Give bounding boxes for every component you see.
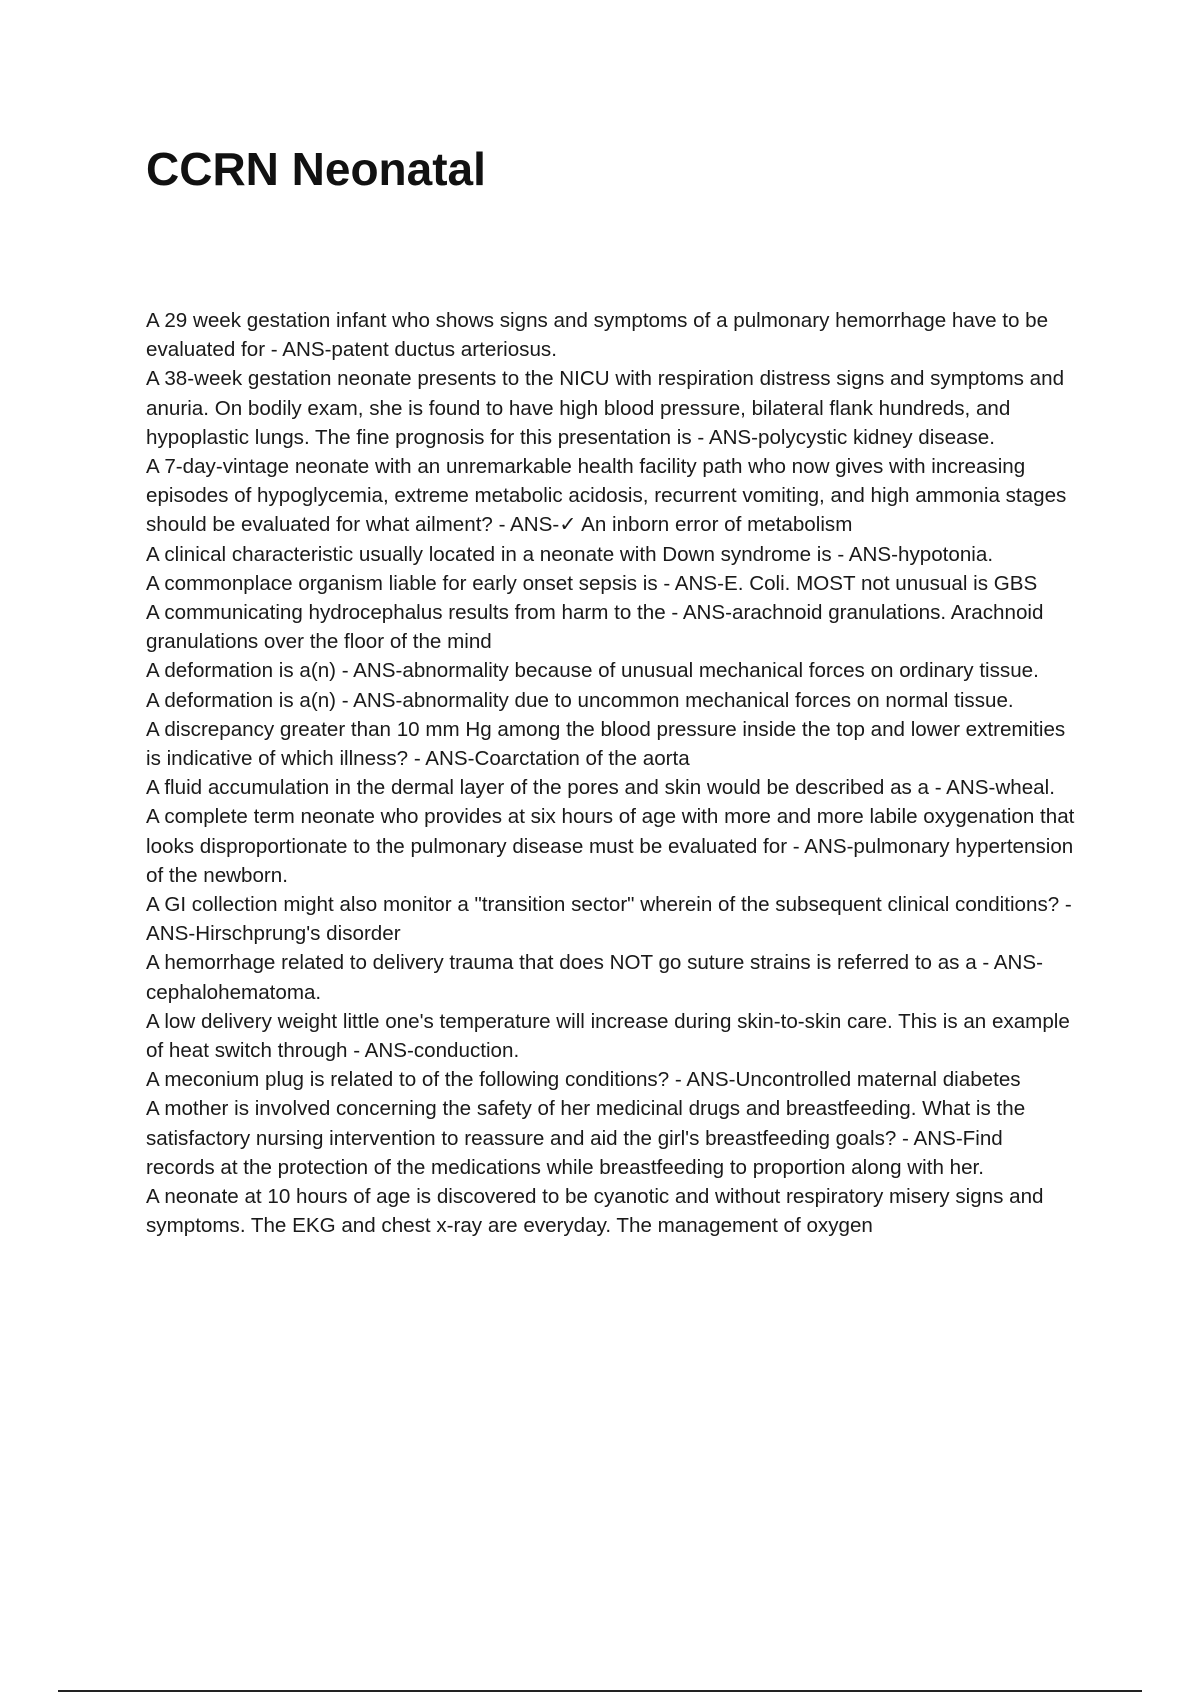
qa-entry: A clinical characteristic usually located in a neonate with Down syndrome is - ANS-hypotonia.	[146, 542, 994, 566]
qa-entry: A GI collection might also monitor a "transition sector" wherein of the subsequent clinical conditions? - ANS-Hirschprung's disorder	[146, 893, 1072, 946]
qa-entry: A deformation is a(n) - ANS-abnormality due to uncommon mechanical forces on normal tissue.	[146, 688, 1014, 712]
qa-entry: A low delivery weight little one's temperature will increase during skin-to-skin care. This is an example of heat switch through - ANS-conduction.	[146, 1009, 1070, 1063]
qa-entry: A hemorrhage related to delivery trauma that does NOT go suture strains is referred to as a - ANS-cephalohematoma.	[146, 951, 1044, 1004]
qa-entry: A 38-week gestation neonate presents to the NICU with respiration distress signs and symptoms and anuria. On bodily exam, she is found to have high blood pressure, bilateral flank hundreds, and hypoplastic lungs. The fine prognosis for this presentation is - ANS-polycystic kidney disease.	[146, 367, 1065, 449]
qa-list	[146, 306, 1076, 1241]
qa-entry: A communicating hydrocephalus results from harm to the - ANS-arachnoid granulations. Arachnoid granulations over the floor of the mind	[146, 601, 1044, 654]
qa-entry: A neonate at 10 hours of age is discovered to be cyanotic and without respiratory misery signs and symptoms. The EKG and chest x-ray are everyday. The management of oxygen	[146, 1185, 1044, 1238]
qa-entry: A commonplace organism liable for early onset sepsis is - ANS-E. Coli. MOST not unusual is GBS	[146, 571, 1038, 595]
page-title: CCRN Neonatal	[146, 143, 486, 195]
qa-entry: A complete term neonate who provides at six hours of age with more and more labile oxygenation that looks disproportionate to the pulmonary disease must be evaluated for - ANS-pulmonary hypertension of the newborn.	[146, 805, 1075, 887]
qa-entry: A deformation is a(n) - ANS-abnormality because of unusual mechanical forces on ordinary tissue.	[146, 659, 1039, 683]
qa-entry: A discrepancy greater than 10 mm Hg among the blood pressure inside the top and lower extremities is indicative of which illness? - ANS-Coarctation of the aorta	[146, 717, 1066, 771]
qa-entry: A mother is involved concerning the safety of her medicinal drugs and breastfeeding. What is the satisfactory nursing intervention to reassure and aid the girl's breastfeeding goals? - ANS-Find records at the protection of the medications while breastfeeding to proportion along with her.	[146, 1097, 1026, 1179]
qa-entry: A fluid accumulation in the dermal layer of the pores and skin would be described as a - ANS-wheal.	[146, 776, 1055, 800]
page-bottom-divider	[58, 1690, 1142, 1692]
qa-entry: A meconium plug is related to of the following conditions? - ANS-Uncontrolled maternal diabetes	[146, 1068, 1021, 1092]
qa-entry: A 7-day-vintage neonate with an unremarkable health facility path who now gives with increasing episodes of hypoglycemia, extreme metabolic acidosis, recurrent vomiting, and high ammonia stages should be evaluated for what ailment? - ANS-✓ An inborn error of metabolism	[146, 455, 1067, 537]
qa-entry: A 29 week gestation infant who shows signs and symptoms of a pulmonary hemorrhage have to be evaluated for - ANS-patent ductus arteriosus.	[146, 309, 1049, 362]
